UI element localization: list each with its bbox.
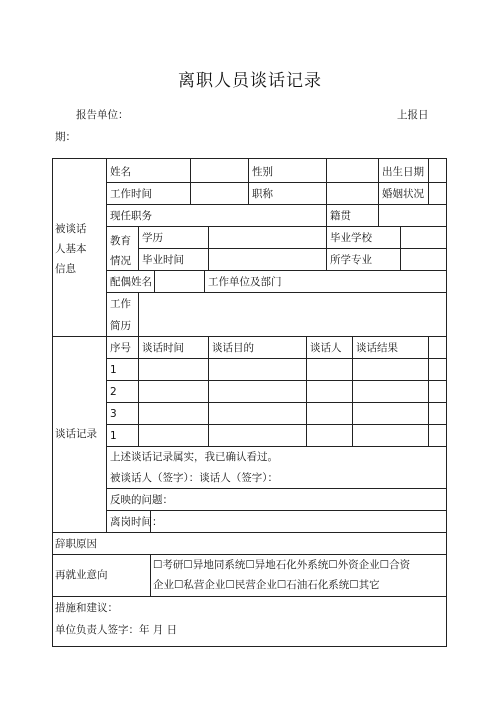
spouse-name-label: 配偶姓名 [110,276,152,288]
col-divider [150,554,151,596]
resignation-reason-label: 辞职原因 [55,538,97,550]
issues-label: 反映的问题： [110,494,173,506]
section-divider [52,336,446,337]
col-divider [138,226,139,270]
row-divider [106,292,446,293]
col-divider [248,158,249,204]
col-divider [154,270,155,292]
col-divider [208,336,209,446]
education-label: 教育 [110,235,131,247]
birth-date-label: 出生日期 [382,166,424,178]
col-divider [204,270,205,292]
work-time-label: 工作时间 [110,188,152,200]
table-border-top [52,158,446,159]
col-header-result: 谈话结果 [356,342,398,354]
spouse-employer-label: 工作单位及部门 [208,276,282,288]
education-label: 情况 [110,255,131,267]
row-divider [106,488,446,489]
col-header-person: 谈话人 [310,342,342,354]
col-divider [378,204,379,226]
reemployment-options: 企业☐私营企业☐民营企业☐石油石化系统☐其它 [153,579,380,591]
col-divider [208,226,209,248]
col-divider [352,336,353,446]
col-divider [306,336,307,446]
graduate-school-label: 毕业学校 [330,232,372,244]
col-divider [326,158,327,204]
row-number: 1 [110,430,117,442]
resume-label: 工作 [110,298,131,310]
row-divider [106,380,446,381]
resume-label: 简历 [110,320,131,332]
native-place-label: 籍贯 [330,210,351,222]
col-header-time: 谈话时间 [142,342,184,354]
row-divider [106,358,446,359]
current-position-label: 现任职务 [110,210,152,222]
report-date-label: 上报日 [397,109,429,121]
graduation-time-label: 毕业时间 [142,254,184,266]
col-header-no: 序号 [110,342,131,354]
reemployment-label: 再就业意向 [55,569,108,581]
section-label-basic-info: 人基本 [55,243,87,255]
degree-label: 学历 [142,232,163,244]
col-divider [428,158,429,204]
document-title: 离职人员谈话记录 [178,71,322,91]
marital-status-label: 婚姻状况 [382,188,424,200]
section-label-conversation: 谈话记录 [55,428,97,440]
col-divider [190,158,191,204]
row-number: 1 [110,364,117,376]
col-divider [378,158,379,204]
row-divider [106,402,446,403]
row-number: 3 [110,408,117,420]
name-label: 姓名 [110,166,131,178]
row-number: 2 [110,386,117,398]
signature-line: 被谈话人（签字）：谈话人（签字）： [110,472,278,484]
unit-head-signature: 单位负责人签字：年 月 日 [55,624,178,636]
col-divider [138,292,139,336]
confirm-statement: 上述谈话记录属实，我已确认看过。 [110,451,278,463]
row-divider [106,510,446,511]
table-border-right [446,158,447,647]
row-divider [106,446,446,447]
row-divider [106,204,446,205]
col-divider [400,226,401,270]
col-divider [106,158,107,532]
job-title-label: 职称 [252,188,273,200]
section-label-basic-info: 被谈话 [55,223,87,235]
report-unit-label: 报告单位： [76,109,129,121]
section-divider [52,532,446,533]
row-divider [106,226,446,227]
section-label-basic-info: 信息 [55,263,76,275]
col-header-purpose: 谈话目的 [212,342,254,354]
row-divider [106,182,446,183]
section-divider [52,554,446,555]
col-divider [428,336,429,446]
table-border-left [52,158,53,647]
report-date-label-cont: 期： [55,131,76,143]
gender-label: 性别 [252,166,273,178]
section-divider [52,596,446,597]
table-border-bottom [52,646,446,647]
col-divider [208,248,209,270]
reemployment-options: ☐考研☐异地同系统☐异地石化外系统☐外资企业☐合资 [153,559,411,571]
measures-label: 措施和建议： [55,602,118,614]
col-divider [326,204,327,270]
major-label: 所学专业 [330,254,372,266]
row-divider [106,270,446,271]
leave-time-label: 离岗时间： [110,516,163,528]
row-divider [106,424,446,425]
col-divider [138,336,139,446]
